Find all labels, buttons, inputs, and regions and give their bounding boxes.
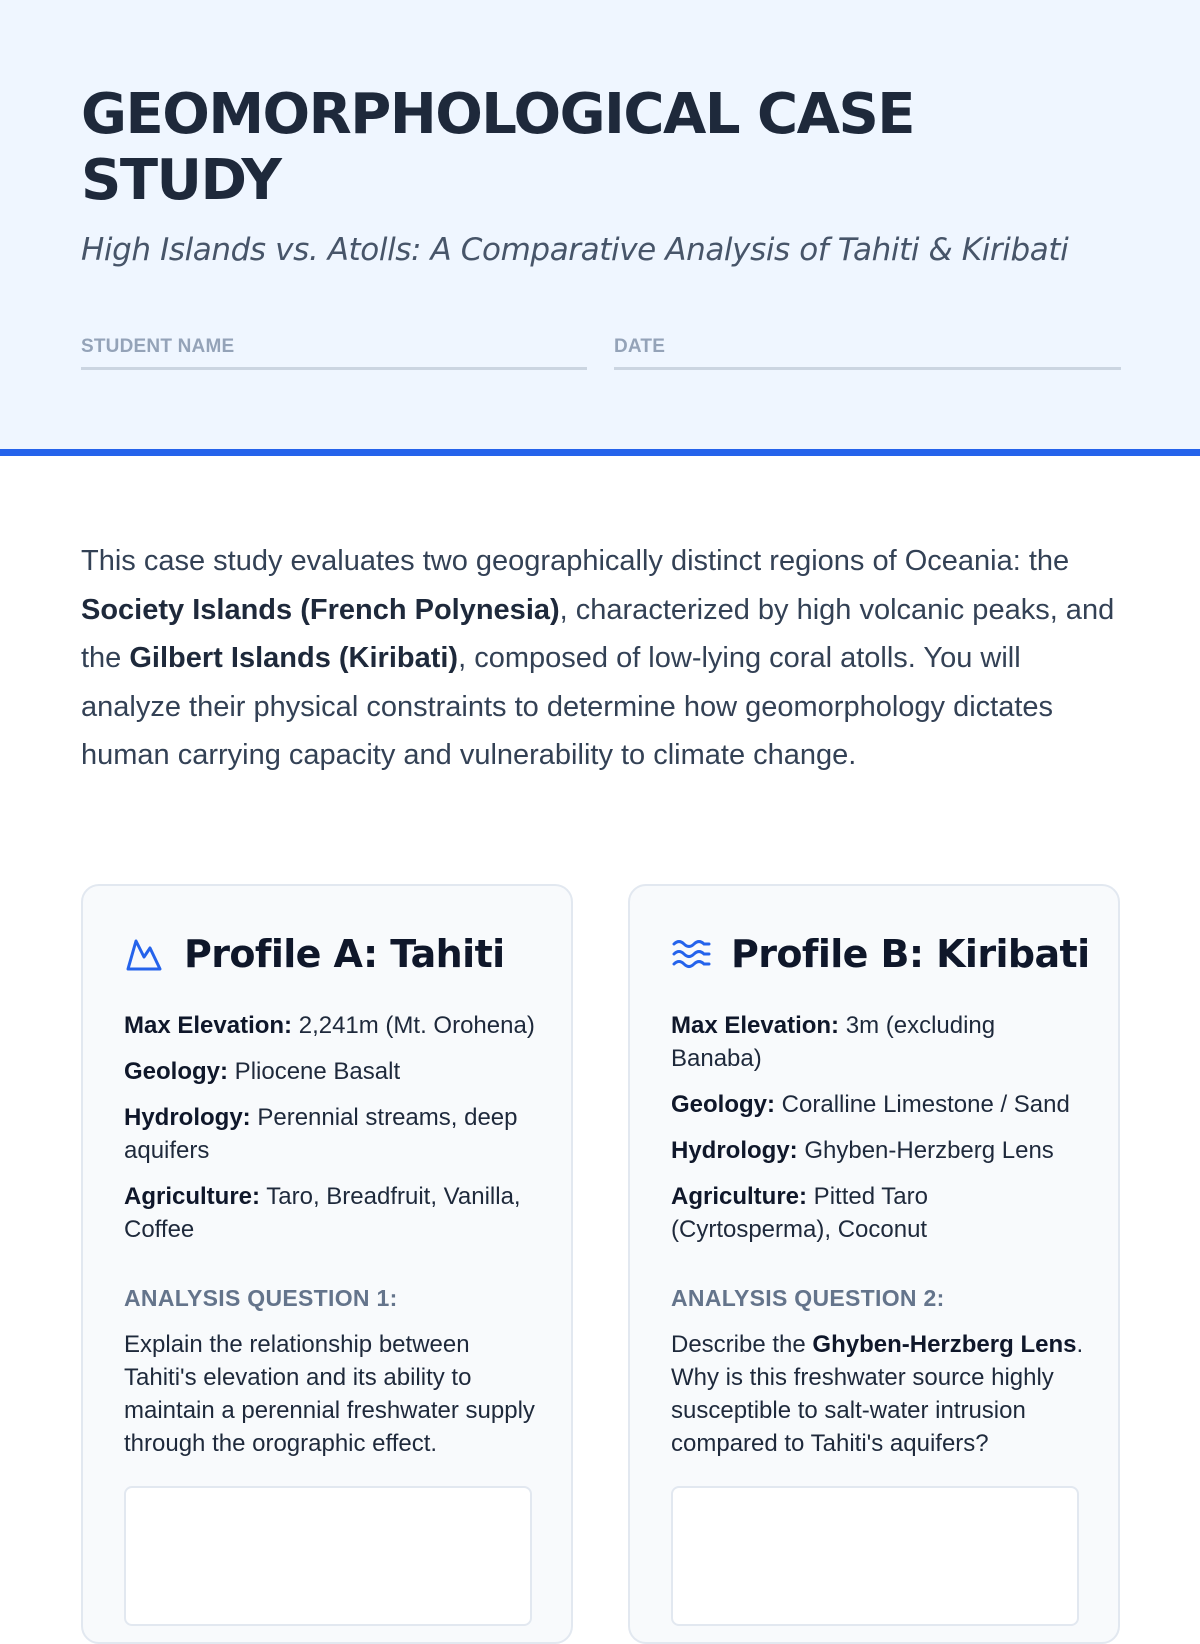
waves-icon: [671, 934, 711, 974]
profile-title-kiribati: Profile B: Kiribati: [731, 932, 1090, 976]
question-2-text: [671, 1328, 1091, 1460]
intro-society-islands: Society Islands (French Polynesia): [81, 593, 560, 626]
student-name-label: STUDENT NAME: [81, 336, 235, 357]
header-banner: [0, 0, 1200, 456]
profile-header-kiribati: [671, 932, 1090, 976]
spec-value: Perennial streams, deep aquifers: [124, 1104, 518, 1164]
question-2-post: . Why is this freshwater source highly susceptible to salt-water intrusion compared to Tahiti's aquifers?: [671, 1331, 1084, 1457]
question-2-term: Ghyben-Herzberg Lens: [812, 1331, 1077, 1358]
answer-box-2[interactable]: [671, 1486, 1079, 1626]
intro-text-2: , characterized by high volcanic peaks, and the: [81, 593, 1115, 674]
page-subtitle: High Islands vs. Atolls: A Comparative Analysis of Tahiti & Kiribati: [81, 232, 1069, 268]
spec-value: 3m (excluding Banaba): [671, 1012, 996, 1072]
spec-hydrology: [124, 1101, 544, 1167]
intro-paragraph: [81, 537, 1121, 780]
intro-gilbert-islands: Gilbert Islands (Kiribati): [129, 642, 459, 674]
date-label: DATE: [614, 336, 666, 357]
spec-label: Max Elevation:: [124, 1012, 293, 1039]
spec-label: Max Elevation:: [671, 1012, 840, 1039]
profile-specs-tahiti: [124, 1009, 544, 1626]
spec-label: Geology:: [671, 1091, 776, 1118]
spec-value: Ghyben-Herzberg Lens: [797, 1137, 1054, 1164]
question-2-pre: Describe the: [671, 1331, 813, 1358]
spec-label: Agriculture:: [124, 1183, 261, 1210]
intro-text-1: This case study evaluates two geographically distinct regions of Oceania: the: [81, 545, 1070, 577]
profile-title-tahiti: Profile A: Tahiti: [184, 932, 505, 976]
spec-max-elevation: [124, 1009, 544, 1042]
spec-value: 2,241m (Mt. Orohena): [292, 1012, 535, 1039]
profile-specs-kiribati: [671, 1009, 1091, 1626]
spec-label: Agriculture:: [671, 1183, 808, 1210]
spec-hydrology: [671, 1134, 1091, 1167]
spec-agriculture: [124, 1180, 544, 1246]
spec-value: Coralline Limestone / Sand: [775, 1091, 1070, 1118]
mountain-icon: [124, 934, 164, 974]
spec-value: Pliocene Basalt: [228, 1058, 401, 1085]
spec-max-elevation: [671, 1009, 1091, 1075]
spec-value: Taro, Breadfruit, Vanilla, Coffee: [124, 1183, 521, 1243]
spec-geology: [671, 1088, 1091, 1121]
spec-agriculture: [671, 1180, 1091, 1246]
question-2-label: ANALYSIS QUESTION 2:: [671, 1285, 945, 1311]
profile-card-tahiti: [81, 884, 573, 1644]
question-1-label: ANALYSIS QUESTION 1:: [124, 1285, 398, 1311]
spec-geology: [124, 1055, 544, 1088]
spec-value: Pitted Taro (Cyrtosperma), Coconut: [671, 1183, 928, 1243]
intro-text-3: , composed of low-lying coral atolls. You will analyze their physical constraints to determine how geomorphology dictates human carrying capacity and vulnerability to climate change.: [81, 642, 1054, 771]
date-field[interactable]: [614, 336, 1121, 370]
page-title: GEOMORPHOLOGICAL CASE STUDY: [81, 82, 915, 213]
profile-header-tahiti: [124, 932, 505, 976]
question-1-text: Explain the relationship between Tahiti's elevation and its ability to maintain a perennial freshwater supply through the orographic effect.: [124, 1331, 535, 1457]
answer-box-1[interactable]: [124, 1486, 532, 1626]
spec-label: Geology:: [124, 1058, 229, 1085]
student-name-field[interactable]: [81, 336, 587, 370]
profile-card-kiribati: [628, 884, 1120, 1644]
spec-label: Hydrology:: [124, 1104, 251, 1131]
spec-label: Hydrology:: [671, 1137, 798, 1164]
